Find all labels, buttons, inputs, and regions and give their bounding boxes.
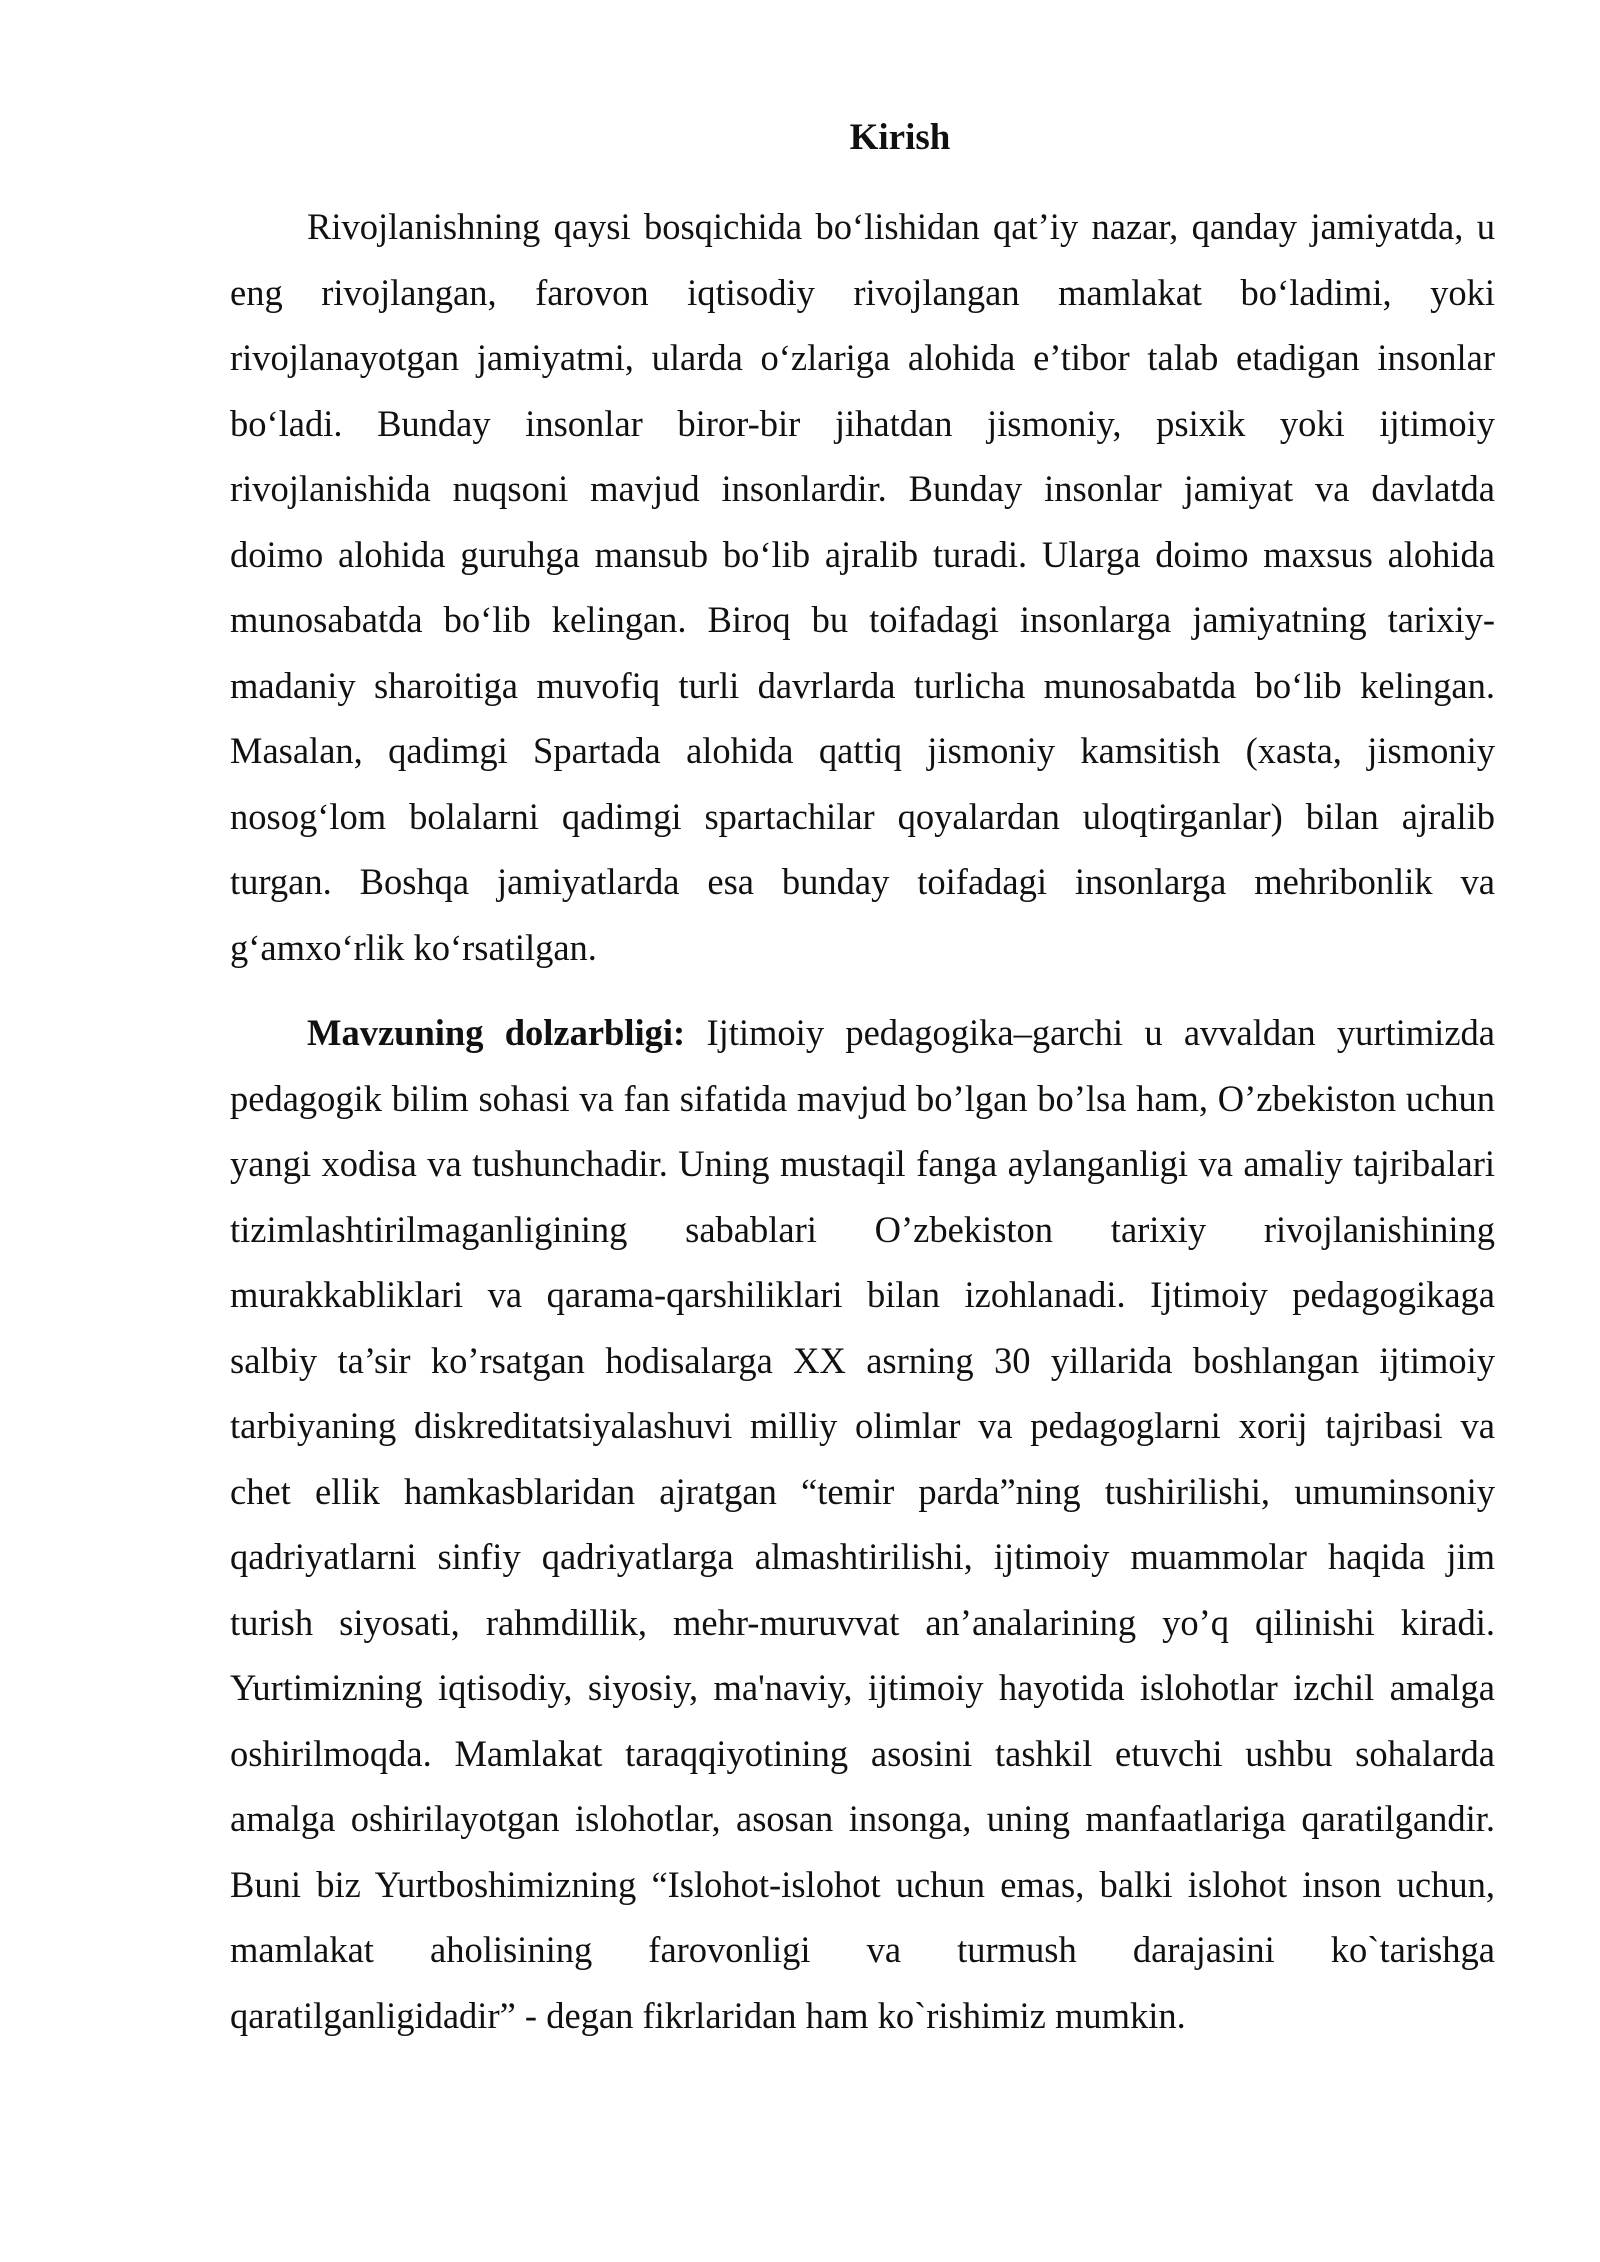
paragraph-relevance-body: Ijtimoiy pedagogika–garchi u avvaldan yurtimizda pedagogik bilim sohasi va fan sifatida mavjud bo’lgan bo’lsa ham, O’zbekiston uchun yangi xodisa va tushunchadir. Uning mustaqil fanga aylanganligi va amaliy tajribalari tizimlashtirilmaganligining sabablari O’zbekiston tarixiy rivojlanishining murakkabliklari va qarama-qarshiliklari bilan izohlanadi. Ijtimoiy pedagogikaga salbiy ta’sir ko’rsatgan hodisalarga XX asrning 30 yillarida boshlangan ijtimoiy tarbiyaning diskreditatsiyalashuvi milliy olimlar va pedagoglarni xorij tajribasi va chet ellik hamkasblaridan ajratgan “temir parda”ning tushirilishi, umuminsoniy qadriyatlarni sinfiy qadriyatlarga almashtirilishi, ijtimoiy muammolar haqida jim turish siyosati, rahmdillik, mehr-muruvvat an’analarining yo’q qilinishi kiradi. Yurtimizning iqtisodiy, siyosiy, ma'naviy, ijtimoiy hayotida islohotlar izchil amalga oshirilmoqda. Mamlakat taraqqiyotining asosini tashkil etuvchi ushbu sohalarda amalga oshirilayotgan islohotlar, asosan insonga, uning manfaatlariga qaratilgandir. Buni biz Yurtboshimizning “Islohot-islohot uchun emas, balki islohot inson uchun, mamlakat aholisining farovonligi va turmush darajasini ko`tarishga qaratilganligidadir” - degan fikrlaridan ham ko`rishimiz mumkin. — [230, 1012, 1495, 2036]
section-title: Kirish — [849, 117, 951, 158]
paragraph-lead-heading: Mavzuning dolzarbligi: — [307, 1012, 686, 1053]
paragraph-relevance — [230, 1000, 1495, 2048]
paragraph-introduction: Rivojlanishning qaysi bosqichida bo‘lishidan qat’iy nazar, qanday jamiyatda, u eng rivojlangan, farovon iqtisodiy rivojlangan mamlakat bo‘ladimi, yoki rivojlanayotgan jamiyatmi, ularda o‘zlariga alohida e’tibor talab etadigan insonlar bo‘ladi. Bunday insonlar biror-bir jihatdan jismoniy, psixik yoki ijtimoiy rivojlanishida nuqsoni mavjud insonlardir. Bunday insonlar jamiyat va davlatda doimo alohida guruhga mansub bo‘lib ajralib turadi. Ularga doimo maxsus alohida munosabatda bo‘lib kelingan. Biroq bu toifadagi insonlarga jamiyatning tarixiy-madaniy sharoitiga muvofiq turli davrlarda turlicha munosabatda bo‘lib kelingan. Masalan, qadimgi Spartada alohida qattiq jismoniy kamsitish (xasta, jismoniy nosog‘lom bolalarni qadimgi spartachilar qoyalardan uloqtirganlar) bilan ajralib turgan. Boshqa jamiyatlarda esa bunday toifadagi insonlarga mehribonlik va g‘amxo‘rlik ko‘rsatilgan. — [230, 206, 1495, 968]
